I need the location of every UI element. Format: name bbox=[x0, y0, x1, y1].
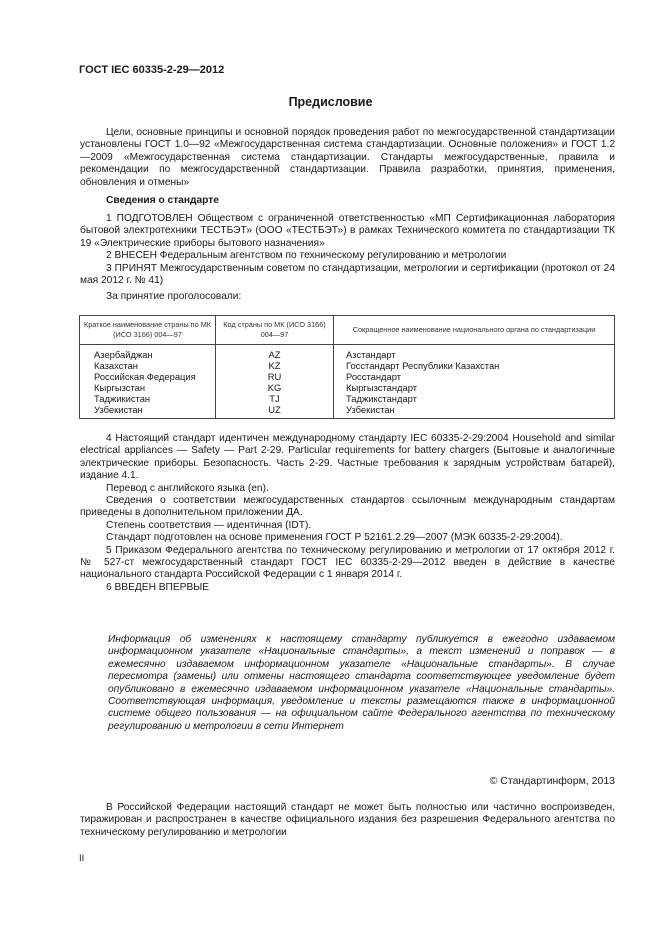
final-block bbox=[80, 802, 615, 839]
copyright: © Стандартинформ, 2013 bbox=[489, 775, 615, 787]
table-row bbox=[80, 382, 615, 393]
basis-note: Стандарт подготовлен на основе применения ГОСТ Р 52161.2.29—2007 (МЭК 60335-2-29:2004). bbox=[106, 532, 563, 544]
table-row bbox=[80, 360, 615, 371]
code-cell: TJ bbox=[216, 393, 334, 404]
country-cell: Российская Федерация bbox=[80, 371, 216, 382]
degree-note: Степень соответствия — идентичная (IDT). bbox=[106, 519, 312, 531]
item-4: 4 Настоящий стандарт идентичен международному стандарту IEC 60335-2-29:2004 Household and similar electrical appliances — Safety — Part 2-29. Particular requirements for battery chargers (Бытовые и аналогичные электрические приборы. Безопасность. Часть 2-29. Частные требования к зарядным устройствам батарей), издание 4.1. bbox=[80, 433, 615, 482]
code-cell: UZ bbox=[216, 404, 334, 419]
body-cell: Росстандарт bbox=[334, 371, 615, 382]
table-row bbox=[80, 404, 615, 419]
item-3: 3 ПРИНЯТ Межгосударственным советом по стандартизации, метрологии и сертификации (протокол от 24 мая 2012 г. № 41) bbox=[80, 262, 615, 287]
table-row bbox=[80, 393, 615, 404]
item-1: 1 ПОДГОТОВЛЕН Обществом с ограниченной ответственностью «МП Сертификационная лаборатория бытовой электротехники ТЕСТБЭТ» (ООО «ТЕСТБЭТ») в рамках Технического комитета по стандартизации ТК 19 «Электрические приборы бытового назначения» bbox=[80, 213, 615, 249]
section-subtitle: Сведения о стандарте bbox=[106, 195, 219, 206]
country-cell: Кыргызстан bbox=[80, 382, 216, 393]
reproduction-notice: В Российской Федерации настоящий стандарт не может быть полностью или частично воспроизведен, тиражирован и распространен в качестве официального издания без разрешения Федерального агентства по техническому регулированию и метрологии bbox=[80, 802, 615, 838]
intro-block bbox=[80, 127, 615, 189]
page-title: Предисловие bbox=[288, 95, 373, 109]
vote-label: За принятие проголосовали: bbox=[106, 291, 242, 303]
item-6: 6 ВВЕДЕН ВПЕРВЫЕ bbox=[106, 581, 210, 593]
document-header: ГОСТ IEC 60335-2-29—2012 bbox=[79, 64, 225, 76]
code-cell: KG bbox=[216, 382, 334, 393]
translation-note: Перевод с английского языка (en). bbox=[106, 482, 269, 494]
table-row bbox=[80, 371, 615, 382]
col-header-code: Код страны по МК (ИСО 3166) 004—97 bbox=[216, 316, 334, 345]
countries-table bbox=[79, 315, 615, 419]
body-cell: Азстандарт bbox=[334, 345, 615, 361]
code-cell: KZ bbox=[216, 360, 334, 371]
items-b-block bbox=[80, 433, 615, 594]
body-cell: Госстандарт Республики Казахстан bbox=[334, 360, 615, 371]
info-paragraph: Информация об изменениях к настоящему стандарту публикуется в ежегодно издаваемом информационном указателе «Национальные стандарты», а текст изменений и поправок — в ежемесячно издаваемом информационном указателе «Национальные стандарты». В случае пересмотра (замены) или отмены настоящего стандарта соответствующее уведомление будет опубликовано в ежемесячно издаваемом информационном указателе «Национальные стандарты». Соответствующая информация, уведомление и тексты размещаются также в информационной системе общего пользования — на официальном сайте Федерального агентства по техническому регулированию и метрологии в сети Интернет bbox=[108, 634, 615, 732]
item-5: 5 Приказом Федерального агентства по техническому регулированию и метрологии от 17 октября 2012 г. № 527-ст межгосударственный стандарт ГОСТ IEC 60335-2-29—2012 введен в действие в качестве национального стандарта Российской Федерации с 1 января 2014 г. bbox=[80, 544, 615, 581]
table-header-row bbox=[80, 316, 615, 345]
table-row bbox=[80, 345, 615, 361]
country-cell: Таджикистан bbox=[80, 393, 216, 404]
body-cell: Узбекистан bbox=[334, 404, 615, 419]
item-2: 2 ВНЕСЕН Федеральным агентством по техническому регулированию и метрологии bbox=[106, 250, 507, 262]
country-cell: Азербайджан bbox=[80, 345, 216, 361]
country-cell: Узбекистан bbox=[80, 404, 216, 419]
col-header-body: Сокращенное наименование национального органа по стандартизации bbox=[334, 316, 615, 345]
code-cell: RU bbox=[216, 371, 334, 382]
page-number: II bbox=[79, 853, 85, 864]
country-cell: Казахстан bbox=[80, 360, 216, 371]
body-cell: Таджикстандарт bbox=[334, 393, 615, 404]
info-block bbox=[108, 634, 615, 733]
code-cell: AZ bbox=[216, 345, 334, 361]
col-header-country: Краткое наименование страны по МК (ИСО 3166) 004—97 bbox=[80, 316, 216, 345]
items-a-block bbox=[80, 213, 615, 304]
conformity-note: Сведения о соответствии межгосударственных стандартов ссылочным международным стандартам приведены в дополнительном приложении ДА. bbox=[80, 495, 615, 519]
intro-paragraph: Цели, основные принципы и основной порядок проведения работ по межгосударственной стандартизации установлены ГОСТ 1.0—92 «Межгосударственная система стандартизации. Основные положения» и ГОСТ 1.2—2009 «Межгосударственная система стандартизации. Стандарты межгосударственные, правила и рекомендации по межгосударственной стандартизации. Правила разработки, принятия, применения, обновления и отмены» bbox=[80, 127, 615, 188]
body-cell: Кыргызстандарт bbox=[334, 382, 615, 393]
subtitle-block bbox=[80, 195, 615, 207]
